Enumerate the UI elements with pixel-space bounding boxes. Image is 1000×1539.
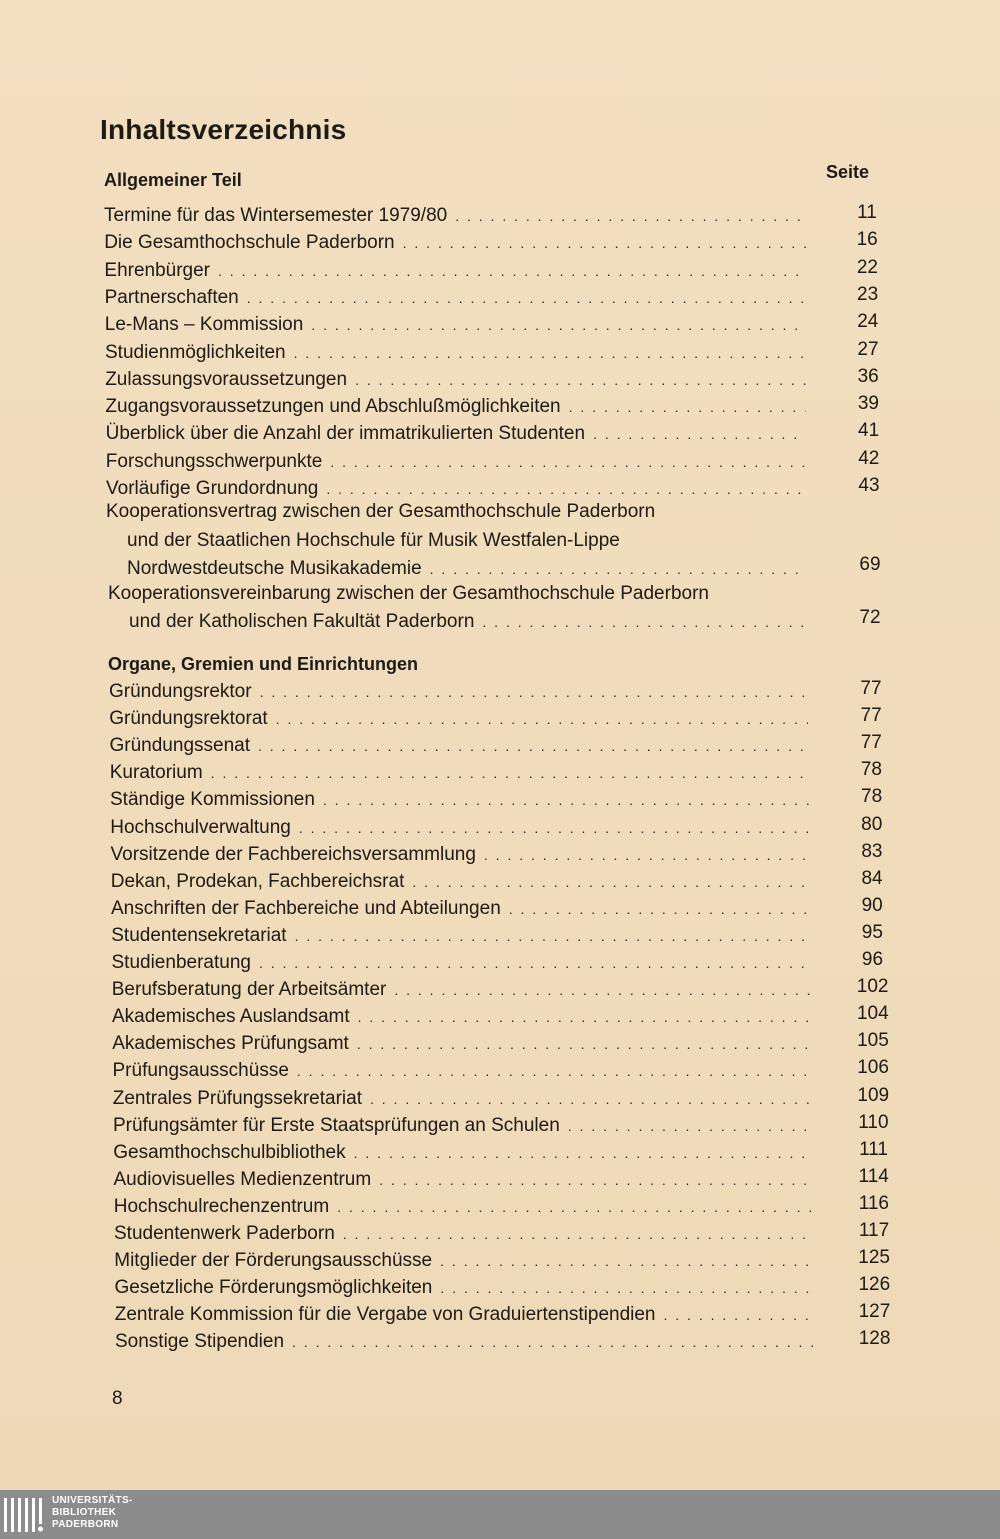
entry-page-number: 114 bbox=[858, 1165, 889, 1187]
toc-entry-last-line bbox=[129, 609, 813, 635]
entry-title: Mitglieder der Förderungsausschüsse bbox=[114, 1250, 433, 1272]
entry-title: Hochschulverwaltung bbox=[110, 816, 291, 838]
dot-leader bbox=[218, 258, 806, 284]
toc-entry bbox=[113, 1086, 817, 1112]
toc-entry bbox=[106, 449, 812, 475]
entry-title: Zulassungsvoraussetzungen bbox=[105, 368, 348, 390]
entry-page-number: 102 bbox=[856, 976, 889, 998]
entry-title: Zugangsvoraussetzungen und Abschlußmöglichkeiten bbox=[105, 396, 561, 418]
library-logo-icon bbox=[4, 1496, 48, 1534]
toc-entry bbox=[111, 842, 816, 868]
entry-page-number: 78 bbox=[860, 759, 882, 781]
entry-page-number: 42 bbox=[858, 447, 880, 469]
toc-entry-last-line bbox=[127, 556, 812, 582]
dot-leader bbox=[354, 1140, 812, 1166]
dot-leader bbox=[258, 733, 808, 759]
page-number: 8 bbox=[112, 1388, 123, 1409]
toc-entry bbox=[115, 1275, 819, 1301]
entry-page-number: 78 bbox=[861, 786, 883, 808]
dot-leader bbox=[358, 1004, 811, 1030]
toc-entry bbox=[105, 312, 812, 338]
toc-entry bbox=[109, 706, 814, 732]
entry-title: Vorsitzende der Fachbereichsversammlung bbox=[110, 843, 476, 865]
entry-title: Die Gesamthochschule Paderborn bbox=[104, 232, 395, 254]
section-heading-organs: Organe, Gremien und Einrichtungen bbox=[108, 654, 419, 674]
entry-page-number: 106 bbox=[857, 1057, 889, 1079]
dot-leader bbox=[299, 815, 809, 841]
entry-page-number: 80 bbox=[861, 813, 883, 835]
library-footer bbox=[0, 1490, 1000, 1539]
entry-page-number: 110 bbox=[858, 1111, 889, 1133]
entry-title: Studentensekretariat bbox=[111, 924, 287, 946]
page-title: Inhaltsverzeichnis bbox=[100, 114, 347, 145]
toc-entry bbox=[113, 1058, 817, 1084]
entry-page-number: 96 bbox=[861, 949, 884, 970]
toc-entry bbox=[112, 1031, 816, 1057]
logo-line-2: BIBLIOTHEK bbox=[52, 1507, 117, 1518]
toc-entry-line: Kooperationsvertrag zwischen der Gesamthochschule Paderborn bbox=[106, 501, 656, 522]
library-logo-text bbox=[52, 1495, 133, 1531]
toc-entry bbox=[110, 733, 815, 759]
toc-entry bbox=[115, 1329, 819, 1355]
entry-title: Nordwestdeutsche Musikakademie bbox=[127, 558, 422, 579]
dot-leader bbox=[247, 285, 806, 311]
toc-entry bbox=[104, 203, 812, 229]
dot-leader bbox=[355, 367, 806, 393]
entry-title: Audiovisuelles Medienzentrum bbox=[113, 1168, 372, 1190]
dot-leader bbox=[292, 1329, 813, 1355]
toc-entry bbox=[114, 1194, 818, 1220]
toc-entry bbox=[104, 230, 812, 256]
entry-page-number: 116 bbox=[858, 1192, 889, 1214]
dot-leader bbox=[211, 760, 809, 786]
toc-entry bbox=[113, 1113, 817, 1139]
dot-leader bbox=[412, 869, 809, 895]
entry-page-number: 95 bbox=[861, 921, 883, 943]
toc-entry bbox=[111, 896, 816, 922]
dot-leader bbox=[664, 1302, 813, 1328]
dot-leader bbox=[440, 1275, 812, 1301]
entry-title: Überblick über die Anzahl der immatrikulierten Studenten bbox=[105, 423, 586, 445]
entry-title: Gesetzliche Förderungsmöglichkeiten bbox=[114, 1277, 433, 1299]
dot-leader bbox=[357, 1031, 811, 1057]
toc-entry bbox=[114, 1248, 818, 1274]
entry-page-number: 117 bbox=[858, 1220, 890, 1241]
entry-title: Studienberatung bbox=[111, 952, 251, 973]
entry-title: Studentenwerk Paderborn bbox=[114, 1223, 335, 1244]
entry-title: Sonstige Stipendien bbox=[115, 1331, 285, 1353]
entry-title: Vorläufige Grundordnung bbox=[106, 478, 319, 499]
entry-page-number: 126 bbox=[858, 1274, 891, 1296]
toc-entry bbox=[114, 1167, 818, 1193]
entry-title: Le-Mans – Kommission bbox=[104, 314, 304, 336]
dot-leader bbox=[455, 203, 806, 229]
entry-title: Forschungsschwerpunkte bbox=[105, 450, 323, 472]
entry-page-number: 105 bbox=[857, 1030, 889, 1052]
toc-entry bbox=[112, 977, 816, 1003]
dot-leader bbox=[343, 1221, 812, 1247]
dot-leader bbox=[323, 787, 809, 813]
entry-title: Anschriften der Fachbereiche und Abteilungen bbox=[111, 897, 501, 919]
toc-entry bbox=[104, 258, 812, 284]
entry-page-number: 127 bbox=[858, 1301, 891, 1323]
dot-leader bbox=[370, 1086, 811, 1112]
dot-leader bbox=[509, 896, 810, 922]
entry-page-number: 72 bbox=[859, 607, 881, 628]
entry-page-number: 27 bbox=[857, 338, 879, 360]
dot-leader bbox=[440, 1248, 812, 1274]
dot-leader bbox=[593, 421, 806, 447]
entry-title: Gründungsrektorat bbox=[109, 708, 268, 730]
entry-page-number: 104 bbox=[856, 1003, 889, 1025]
entry-page-number: 90 bbox=[861, 894, 883, 916]
entry-page-number: 69 bbox=[859, 554, 881, 575]
toc-entry bbox=[109, 679, 814, 705]
dot-leader bbox=[482, 609, 807, 635]
entry-title: Kuratorium bbox=[109, 762, 203, 784]
entry-title: Gründungssenat bbox=[109, 735, 250, 757]
entry-page-number: 43 bbox=[858, 475, 880, 496]
dot-leader bbox=[294, 340, 806, 366]
dot-leader bbox=[295, 923, 810, 949]
entry-title: Dekan, Prodekan, Fachbereichsrat bbox=[110, 870, 405, 892]
dot-leader bbox=[484, 842, 809, 868]
toc-entry bbox=[110, 760, 815, 786]
entry-page-number: 109 bbox=[857, 1084, 890, 1106]
entry-page-number: 11 bbox=[857, 202, 877, 223]
entry-page-number: 24 bbox=[857, 311, 879, 333]
dot-leader bbox=[297, 1058, 811, 1084]
entry-title: Partnerschaften bbox=[104, 286, 239, 308]
toc-entry-line: Kooperationsvereinbarung zwischen der Gesamthochschule Paderborn bbox=[108, 583, 709, 604]
toc-entry bbox=[105, 340, 812, 366]
dot-leader bbox=[260, 679, 808, 705]
entry-page-number: 77 bbox=[860, 678, 882, 699]
toc-entry bbox=[110, 815, 815, 841]
toc-entry bbox=[105, 394, 812, 420]
entry-page-number: 23 bbox=[857, 283, 879, 305]
entry-title: Zentrales Prüfungssekretariat bbox=[112, 1087, 362, 1109]
toc-entry bbox=[110, 787, 815, 813]
entry-page-number: 77 bbox=[860, 705, 882, 727]
entry-page-number: 77 bbox=[860, 732, 882, 754]
toc-entry bbox=[114, 1221, 818, 1247]
entry-page-number: 41 bbox=[858, 420, 880, 442]
entry-title: Termine für das Wintersemester 1979/80 bbox=[104, 205, 448, 226]
entry-title: Studienmöglichkeiten bbox=[105, 341, 286, 363]
toc-entry bbox=[105, 367, 812, 393]
entry-title: Zentrale Kommission für die Vergabe von Graduiertenstipendien bbox=[114, 1304, 656, 1326]
entry-title: Prüfungsämter für Erste Staatsprüfungen an Schulen bbox=[113, 1114, 560, 1136]
entry-title: Gründungsrektor bbox=[109, 681, 252, 702]
section-heading-general: Allgemeiner Teil bbox=[104, 170, 242, 190]
entry-page-number: 111 bbox=[859, 1138, 888, 1160]
entry-title: Akademisches Prüfungsamt bbox=[112, 1033, 349, 1055]
entry-page-number: 83 bbox=[861, 840, 883, 862]
entry-page-number: 84 bbox=[861, 867, 883, 889]
entry-title: Berufsberatung der Arbeitsämter bbox=[111, 979, 387, 1001]
entry-title: und der Katholischen Fakultät Paderborn bbox=[129, 611, 475, 632]
dot-leader bbox=[259, 950, 810, 976]
toc-entry bbox=[113, 1140, 817, 1166]
logo-line-3: PADERBORN bbox=[52, 1519, 119, 1530]
toc-entry-line: und der Staatlichen Hochschule für Musik Westfalen-Lippe bbox=[127, 530, 620, 551]
entry-page-number: 39 bbox=[857, 393, 879, 415]
dot-leader bbox=[394, 977, 810, 1003]
entry-title: Ehrenbürger bbox=[104, 259, 211, 281]
toc-entry bbox=[112, 950, 817, 976]
toc-entry bbox=[112, 1004, 816, 1030]
dot-leader bbox=[337, 1194, 812, 1220]
dot-leader bbox=[569, 394, 806, 420]
entry-page-number: 125 bbox=[858, 1247, 890, 1269]
entry-title: Hochschulrechenzentrum bbox=[113, 1195, 330, 1217]
dot-leader bbox=[311, 312, 806, 338]
entry-page-number: 128 bbox=[858, 1328, 891, 1350]
entry-page-number: 22 bbox=[856, 256, 878, 278]
dot-leader bbox=[568, 1113, 811, 1139]
seite-column-label: Seite bbox=[826, 162, 870, 182]
logo-line-1: UNIVERSITÄTS- bbox=[52, 1495, 133, 1506]
toc-entry bbox=[106, 421, 812, 447]
dot-leader bbox=[379, 1167, 811, 1193]
dot-leader bbox=[403, 230, 806, 256]
entry-title: Gesamthochschulbibliothek bbox=[113, 1141, 346, 1163]
entry-page-number: 16 bbox=[856, 229, 878, 251]
dot-leader bbox=[330, 449, 806, 475]
toc-entry bbox=[115, 1302, 819, 1328]
entry-page-number: 36 bbox=[857, 365, 879, 387]
toc-entry bbox=[111, 923, 816, 949]
toc-entry bbox=[111, 869, 816, 895]
dot-leader bbox=[276, 706, 809, 732]
entry-title: Prüfungsausschüsse bbox=[112, 1060, 289, 1082]
entry-title: Akademisches Auslandsamt bbox=[112, 1006, 350, 1028]
toc-entry bbox=[105, 285, 812, 311]
entry-title: Ständige Kommissionen bbox=[110, 789, 315, 811]
dot-leader bbox=[430, 556, 806, 582]
